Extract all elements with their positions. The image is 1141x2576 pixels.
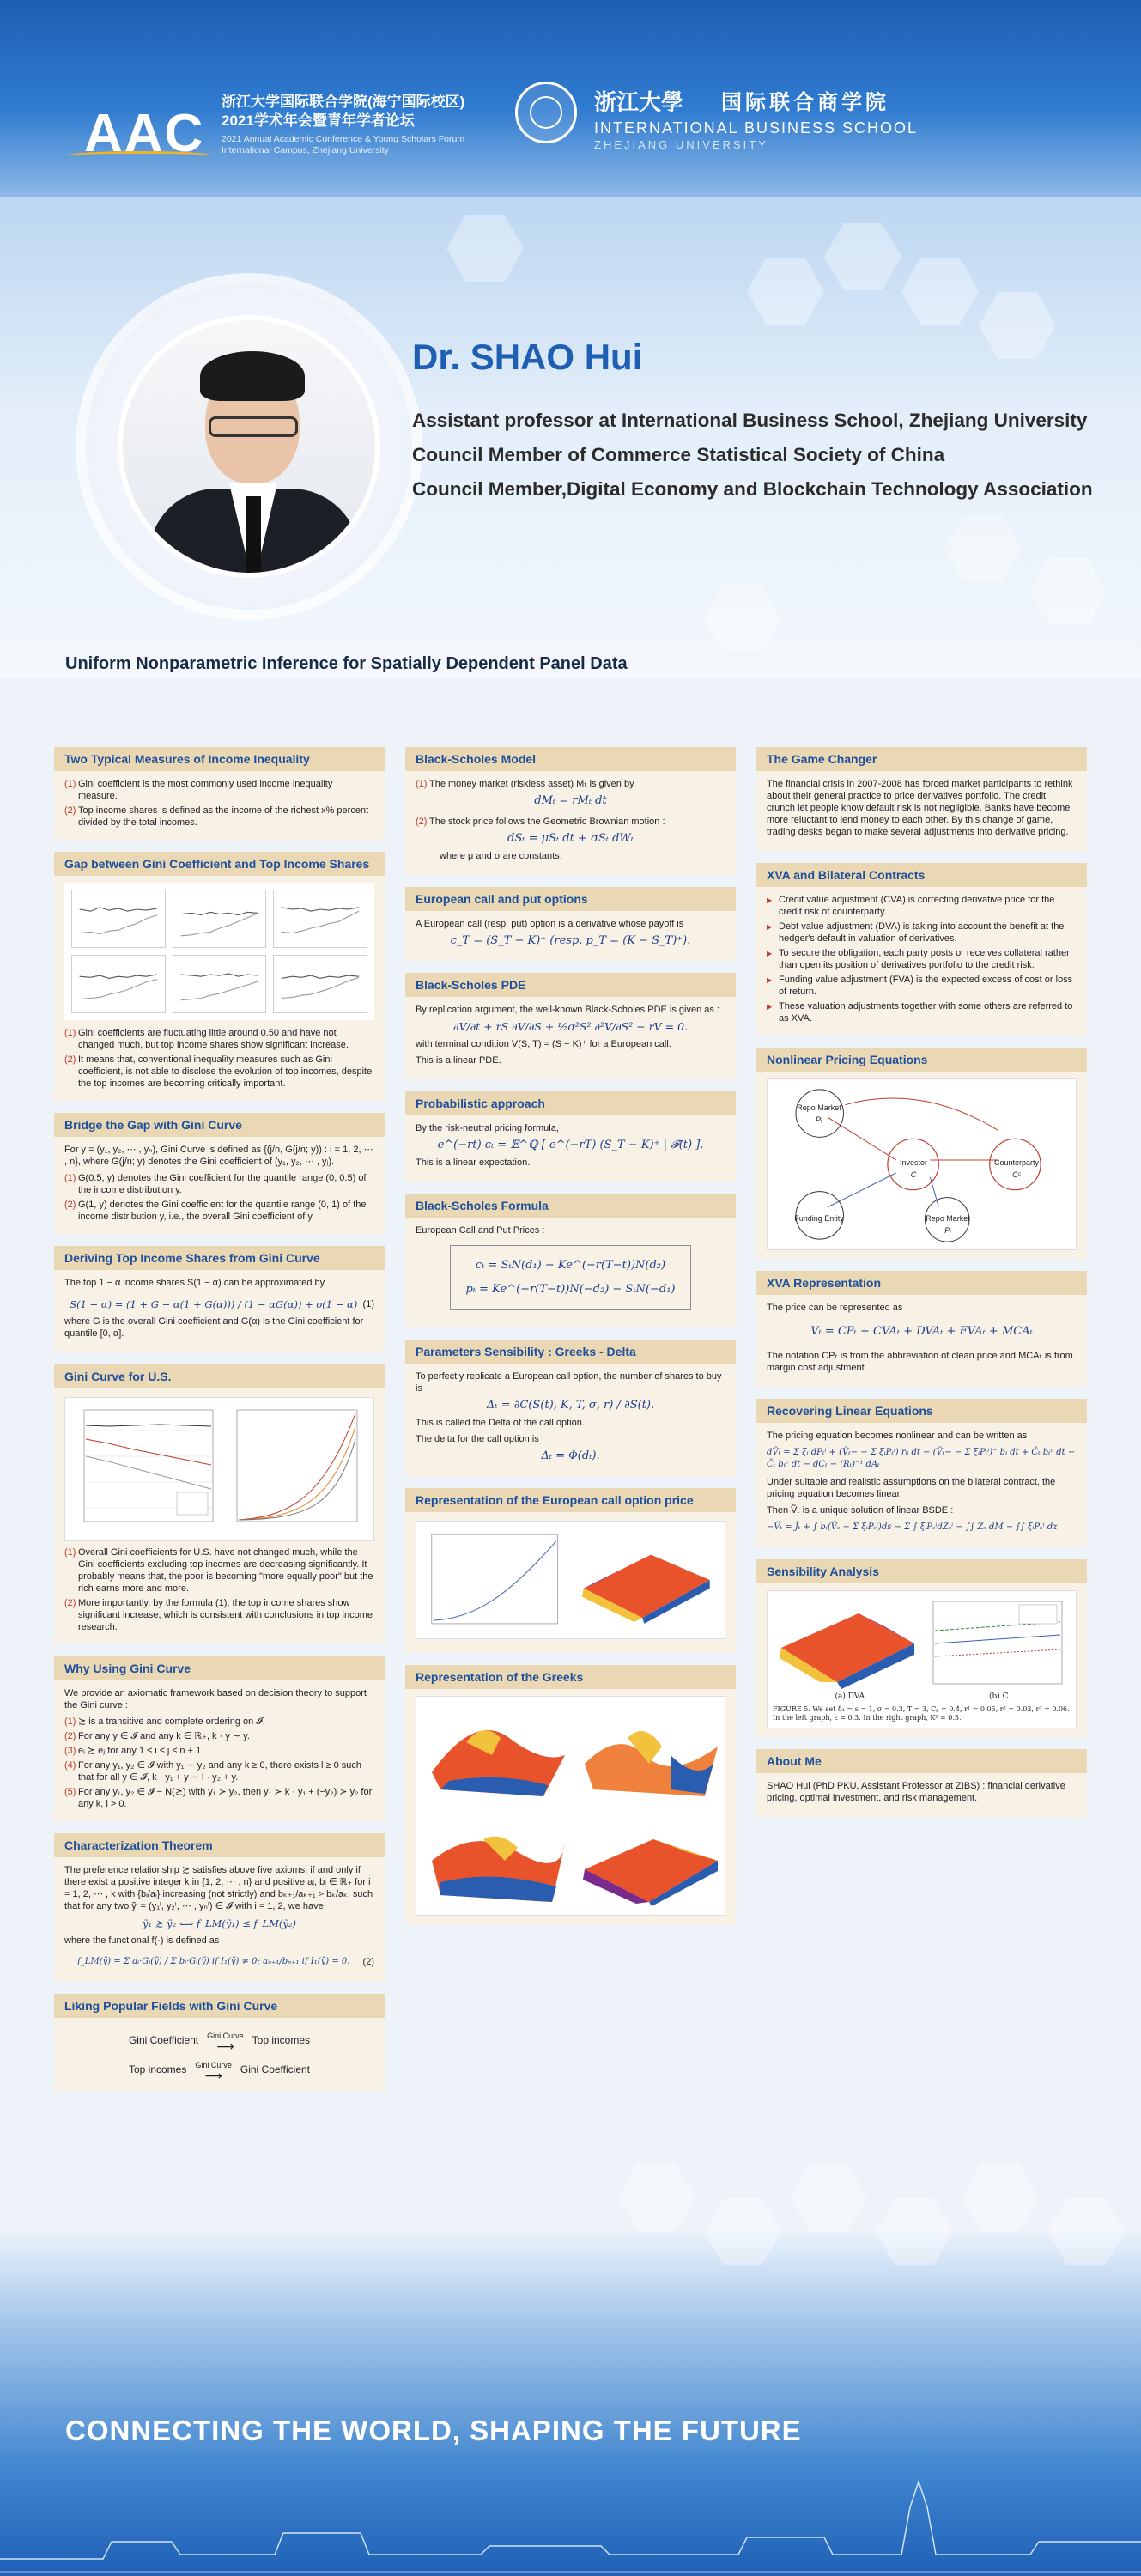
zju-name-en: ZHEJIANG UNIVERSITY [594, 138, 768, 151]
arrow-label: Gini Curve [195, 2061, 232, 2069]
greek-surface-plot [576, 1809, 722, 1908]
mini-plot [273, 955, 367, 1013]
conference-name-en-line2: International Campus, Zhejiang University [222, 145, 389, 155]
section-characterization [54, 1833, 385, 1982]
c-line-plot [925, 1596, 1071, 1691]
list-item: (2) G(1, y) denotes the Gini coefficient for the quantile range (0, 1) of the income distribution y, i.e., the overall Gini coefficient of y. [64, 1200, 367, 1222]
call-price-line-plot [423, 1528, 567, 1631]
figure-caption: (b) C [989, 1692, 1009, 1701]
column-2 [405, 747, 736, 1936]
link-right: Top incomes [252, 2034, 311, 2046]
diagram-node: Investor C [899, 1158, 927, 1179]
equation: pₜ = Ke^(−r(T−t))N(−d₂) − SₜN(−d₁) [465, 1283, 676, 1296]
list-item: (1) ≿ is a transitive and complete ordering on 𝓘. [64, 1716, 265, 1727]
gini-curve-plot-right [228, 1405, 366, 1534]
section-title: About Me [756, 1749, 1087, 1773]
paragraph: The delta for the call option is [416, 1434, 539, 1444]
equation: e^(−rt) cₜ = 𝔼^ℚ [ e^(−rT) (S_T − K)⁺ | 𝓕(t) ]. [437, 1139, 704, 1151]
section-title: Gini Curve for U.S. [54, 1364, 385, 1388]
section-game-changer [756, 747, 1087, 851]
formula-box [450, 1245, 691, 1310]
paragraph: This is called the Delta of the call option. [416, 1418, 585, 1428]
gini-curve-us-figure [64, 1397, 374, 1541]
section-title: Probabilistic approach [405, 1091, 736, 1115]
equation: Vₜ = CPₜ + CVAₜ + DVAₜ + FVAₜ + MCAₜ [810, 1325, 1033, 1338]
section-probabilistic [405, 1091, 736, 1182]
list-item: ▶ Funding value adjustment (FVA) is the expected excess of cost or loss of return. [767, 974, 1077, 998]
equation: Δₜ = ∂C(S(t), K, T, σ, r) / ∂S(t). [486, 1399, 655, 1412]
section-deriving-top-income [54, 1246, 385, 1352]
section-title: XVA Representation [756, 1271, 1087, 1295]
aac-logo-text: AAC [84, 104, 205, 163]
section-title: Two Typical Measures of Income Inequality [54, 747, 385, 771]
list-item: (1) Gini coefficients are fluctuating little around 0.50 and have not changed much, but top income shares show significant increase. [64, 1028, 349, 1050]
paragraph: This is a linear expectation. [416, 1157, 531, 1168]
section-linking-fields [54, 1994, 385, 2092]
section-title: Nonlinear Pricing Equations [756, 1048, 1087, 1072]
list-item: (2) Top income shares is defined as the income of the richest x% percent divided by the total incomes. [64, 805, 369, 828]
section-greeks-repr [405, 1665, 736, 1924]
paragraph: To perfectly replicate a European call option, the number of shares to buy is [416, 1371, 722, 1394]
list-item: ▶ Debt value adjustment (DVA) is taking into account the benefit at the hedger's default in valuation of derivatives. [767, 920, 1077, 945]
decor-hexagon [962, 2164, 1039, 2231]
mini-plot [173, 955, 267, 1013]
section-title: Gap between Gini Coefficient and Top Income Shares [54, 852, 385, 876]
sensibility-figure [767, 1590, 1077, 1728]
ibs-name-en: INTERNATIONAL BUSINESS SCHOOL [594, 119, 919, 137]
section-about-me [756, 1749, 1087, 1817]
section-title: Parameters Sensibility : Greeks - Delta [405, 1340, 736, 1364]
conference-logo [67, 62, 470, 165]
section-title: Liking Popular Fields with Gini Curve [54, 1994, 385, 2018]
paragraph: SHAO Hui (PhD PKU, Assistant Professor at ZIBS) : financial derivative pricing, optimal investment, and risk management. [767, 1781, 1065, 1803]
equation: S(1 − α) = (1 + G − α(1 + G(α))) / (1 − αG(α)) + o(1 − α) [70, 1298, 358, 1310]
paragraph: Then Ṽₜ is a unique solution of linear BSDE : [767, 1505, 954, 1516]
equation: c_T = (S_T − K)⁺ (resp. p_T = (K − S_T)⁺). [450, 934, 691, 947]
paragraph: where G is the overall Gini coefficient and G(α) is the Gini coefficient for quantile [0, α]. [64, 1316, 364, 1339]
list-item: (1) Overall Gini coefficients for U.S. have not changed much, while the Gini coefficients excluding top incomes are decreasing significantly. It probably means that, the poor is becoming "more equally poor" but the rich earns more and more. [64, 1547, 373, 1594]
section-title: Deriving Top Income Shares from Gini Curve [54, 1246, 385, 1270]
speaker-title: Assistant professor at International Business School, Zhejiang University [412, 410, 1088, 431]
section-xva-representation [756, 1271, 1087, 1387]
mini-plot [71, 955, 166, 1013]
paragraph: We provide an axiomatic framework based on decision theory to support the Gini curve : [64, 1688, 367, 1710]
section-title: Black-Scholes Formula [405, 1194, 736, 1218]
paragraph: with terminal condition V(S, T) = (S − K)⁺ for a European call. [416, 1039, 671, 1049]
paragraph: where the functional f(·) is defined as [64, 1935, 220, 1946]
list-item: (2) It means that, conventional inequality measures such as Gini coefficient, is not able to disclose the evolution of top incomes, despite the top incomes are becoming critically important. [64, 1054, 373, 1089]
section-title: Representation of the European call option price [405, 1488, 736, 1512]
section-title: European call and put options [405, 887, 736, 911]
list-item: ▶ These valuation adjustments together with some others are referred to as XVA. [767, 1000, 1077, 1024]
list-item: (1) G(0.5, y) denotes the Gini coefficient for the quantile range (0, 0.5) of the income distribution y. [64, 1173, 367, 1195]
section-title: Characterization Theorem [54, 1833, 385, 1857]
section-gap [54, 852, 385, 1101]
section-gini-curve-us [54, 1364, 385, 1644]
list-item: ▶ Credit value adjustment (CVA) is correcting derivative price for the credit risk of counterparty. [767, 894, 1077, 918]
section-bridge-gap [54, 1113, 385, 1234]
zju-name-cn: 浙江大學 [594, 89, 684, 115]
link-right: Gini Coefficient [240, 2063, 311, 2075]
section-title: Representation of the Greeks [405, 1665, 736, 1689]
paragraph: where μ and σ are constants. [440, 851, 562, 861]
paragraph: European Call and Put Prices : [416, 1225, 545, 1236]
paragraph: For y = (y₁, y₂, ⋯ , yₙ), Gini Curve is defined as {(j/n, G(j/n; y)) : i = 1, 2, ⋯ , n}, where G(j/n; y) denotes the Gini coefficient of (y₁, y₂, ⋯ , yⱼ). [64, 1145, 373, 1167]
mini-plot [173, 890, 267, 948]
mini-plot [71, 890, 166, 948]
campus-skyline [0, 2473, 1141, 2576]
equation: dMₜ = rMₜ dt [534, 794, 607, 807]
arrow-label: Gini Curve [207, 2032, 244, 2040]
section-title: Black-Scholes PDE [405, 973, 736, 997]
section-greeks-delta [405, 1340, 736, 1476]
paragraph: Under suitable and realistic assumptions on the bilateral contract, the pricing equation becomes linear. [767, 1477, 1056, 1499]
school-logo [515, 82, 996, 167]
equation: dSₜ = μSₜ dt + σSₜ dWₜ [507, 832, 634, 845]
section-nonlinear-pricing [756, 1048, 1087, 1259]
diagram-node: Repo Market Pⱼ [926, 1214, 970, 1235]
paragraph: By replication argument, the well-known Black-Scholes PDE is given as : [416, 1005, 719, 1015]
section-income-inequality [54, 747, 385, 840]
paragraph: By the risk-neutral pricing formula, [416, 1123, 559, 1133]
pricing-diagram [767, 1078, 1077, 1250]
section-black-scholes-model [405, 747, 736, 875]
speaker-title: Council Member of Commerce Statistical Society of China [412, 444, 945, 465]
equation: Δₜ = Φ(dₜ). [541, 1449, 600, 1462]
column-1 [54, 747, 385, 2104]
link-left: Gini Coefficient [128, 2034, 199, 2046]
conference-name-cn-line1: 浙江大学国际联合学院(海宁国际校区) [222, 94, 465, 110]
paragraph: This is a linear PDE. [416, 1055, 501, 1066]
conference-name-cn [222, 93, 464, 131]
equation: ỹ₁ ≿ ỹ₂ ⟺ f_LM(ỹ₁) ≤ f_LM(ỹ₂) [143, 1917, 296, 1929]
section-title: Black-Scholes Model [405, 747, 736, 771]
call-price-surface-plot [575, 1528, 719, 1631]
gini-curve-plot-left [74, 1405, 220, 1534]
list-item: (3) eᵢ ≿ eⱼ for any 1 ≤ i ≤ j ≤ n + 1. [64, 1746, 204, 1756]
figure-caption: (a) DVA [835, 1692, 865, 1701]
greek-surface-plot [423, 1704, 569, 1802]
paragraph: The top 1 − α income shares S(1 − α) can be approximated by [64, 1278, 325, 1288]
speaker-title: Council Member,Digital Economy and Blockchain Technology Association [412, 478, 1093, 500]
paragraph: The preference relationship ≿ satisfies above five axioms, if and only if there exist a positive integer k in {1, 2, ⋯ , n} and positive aᵢ, bᵢ ∈ ℝ₊ for i = 1, 2, ⋯ , k with {bᵢ/aᵢ} increasing (not strictly) and bₖ₊₁/aₖ₊₁ > bₖ/aₖ, such that for any two ỹᵢ = (y₁ⁱ, y₂ⁱ, ⋯ , yₙⁱ) ∈ 𝓘 with i = 1, 2, we have [64, 1865, 373, 1911]
section-title: Why Using Gini Curve [54, 1656, 385, 1680]
conference-name-cn-line2: 2021学术年会暨青年学者论坛 [222, 112, 415, 129]
zju-seal-icon [515, 82, 577, 143]
greek-surface-plot [576, 1704, 722, 1802]
section-title: Bridge the Gap with Gini Curve [54, 1113, 385, 1137]
list-item: ▶ To secure the obligation, each party posts or receives collateral rather than open its position of derivatives portfolio to the credit risk. [767, 947, 1077, 971]
list-item: (2) The stock price follows the Geometric Brownian motion : [416, 817, 665, 827]
aac-logo-arc [67, 151, 213, 160]
section-xva-bilateral [756, 863, 1087, 1036]
section-why-gini-curve [54, 1656, 385, 1821]
diagram-node: Repo Market Pᵢᵢ [797, 1103, 841, 1124]
list-item: (5) For any y₁, y₂ ∈ 𝓘 − N(≿) with y₁ ≻ y₂, then y₁ ≻ k · y₁ + (−y₂) ≻ y₂ for any k, l > 0. [64, 1787, 373, 1809]
list-item: (4) For any y₁, y₂ ∈ 𝓘 with y₁ ∼ y₂ and any k ≥ 0, there exists l ≥ 0 such that for all y ∈ 𝓘, k · y₁ + y ∼ l · y₂ + y. [64, 1760, 361, 1783]
greeks-figures [416, 1696, 725, 1916]
footer-slogan: CONNECTING THE WORLD, SHAPING THE FUTURE [65, 2415, 802, 2446]
list-item: (1) The money market (riskless asset) Mₜ is given by [416, 779, 634, 789]
mini-plot [273, 890, 367, 948]
paragraph: The financial crisis in 2007-2008 has forced market participants to rethink about their general practice to price derivatives portfolio. The credit crunch let people know default risk is not negligible. Banks have become more reluctant to lend money to each other. By this change of game, trading desks began to make several adjustments into derivative pricing. [767, 779, 1073, 837]
list-item: (2) For any y ∈ 𝓘 and any k ∈ ℝ₊, k · y ∼ y. [64, 1731, 250, 1741]
speaker-name: Dr. SHAO Hui [412, 337, 643, 377]
section-title: The Game Changer [756, 747, 1087, 771]
section-title: Recovering Linear Equations [756, 1399, 1087, 1423]
decor-hexagon [790, 2164, 867, 2231]
equation: −Ṽₜ = Ĵₜ + ∫ bᵢ(Ṽₛ − Σ ξᵢPₛⁱ)ds − Σ ∫ ξᵢPₛⁱdZₛⁱ − ∫∫ Zₛ dM − ∫∫ ξᵢPₛⁱ dz [767, 1522, 1058, 1532]
decor-hexagon [618, 2164, 695, 2231]
column-3 [756, 747, 1087, 1829]
equation-number: (2) [362, 1957, 374, 1967]
list-item: (1) Gini coefficient is the most commonly used income inequality measure. [64, 779, 333, 801]
conference-name-en-line1: 2021 Annual Academic Conference & Young Scholars Forum [222, 134, 465, 144]
figure-note: FIGURE 5. We set δ₁ = ε = 1, σ = 0.3, T = 3, Cₚ = 0.4, r¹ = 0.05, r² = 0.03, r³ = 0.06. In the left graph, ε = 0.3. In the right graph, K² = 0.5. [773, 1705, 1070, 1722]
equation-number: (1) [362, 1299, 374, 1309]
call-price-figures [416, 1521, 725, 1639]
section-title: Sensibility Analysis [756, 1559, 1087, 1583]
conference-name-en [222, 134, 464, 156]
section-bs-formula [405, 1194, 736, 1327]
equation: dṼₜ = Σ ξᵢ dPₜⁱ + (Ṽₜ− − Σ ξᵢPₜⁱ) rᵦ dt − (Ṽₜ− − Σ ξᵢPₜⁱ)⁻ bᵢ dt + C̃ₜ bₜᶜ dt − C̃ₜ bₜᶜ dt − dCₜ − (Rₜ)⁻¹ dAₜ [767, 1448, 1076, 1469]
talk-title: Uniform Nonparametric Inference for Spatially Dependent Panel Data [65, 654, 628, 673]
ibs-name-cn: 国际联合商学院 [721, 91, 889, 114]
equation: ∂V/∂t + rS ∂V/∂S + ½σ²S² ∂²V/∂S² − rV = 0. [453, 1020, 688, 1033]
paragraph: A European call (resp. put) option is a derivative whose payoff is [416, 919, 684, 929]
right-arrow-icon: ⟶ [204, 2069, 222, 2082]
paragraph: The pricing equation becomes nonlinear and can be written as [767, 1431, 1028, 1441]
link-left: Top incomes [128, 2063, 187, 2075]
section-recovering-linear [756, 1399, 1087, 1547]
gini-topincome-figure [64, 883, 374, 1020]
greek-surface-plot [423, 1809, 569, 1908]
equation: f_LM(ỹ) = Σ aᵢ·Gᵢ(ỹ) / Σ bᵢ·Gᵢ(ỹ) if I₁(ỹ) ≠ 0; aₙ₊₁/bₙ₊₁ if I₁(ỹ) = 0. [77, 1957, 350, 1966]
diagram-node: Counterparty Cᶜ [993, 1158, 1040, 1179]
section-european-options [405, 887, 736, 961]
paragraph: The price can be represented as [767, 1303, 903, 1313]
equation: cₜ = SₜN(d₁) − Ke^(−r(T−t))N(d₂) [475, 1259, 666, 1272]
section-title: XVA and Bilateral Contracts [756, 863, 1087, 887]
speaker-titles [412, 404, 1093, 507]
diagram-node: Funding Entity [794, 1214, 844, 1223]
speaker-photo [118, 315, 380, 578]
list-item: (2) More importantly, by the formula (1), the top income shares show significant increase, which is consistent with conclusions in top income research. [64, 1598, 373, 1632]
section-sensibility [756, 1559, 1087, 1737]
paragraph: The notation CPₜ is from the abbreviation of clean price and MCAₜ is from margin cost adjustment. [767, 1351, 1073, 1373]
section-call-price-repr [405, 1488, 736, 1653]
dva-surface-plot [773, 1596, 919, 1691]
section-bs-pde [405, 973, 736, 1079]
aac-logo [67, 69, 209, 163]
right-arrow-icon: ⟶ [216, 2039, 234, 2053]
